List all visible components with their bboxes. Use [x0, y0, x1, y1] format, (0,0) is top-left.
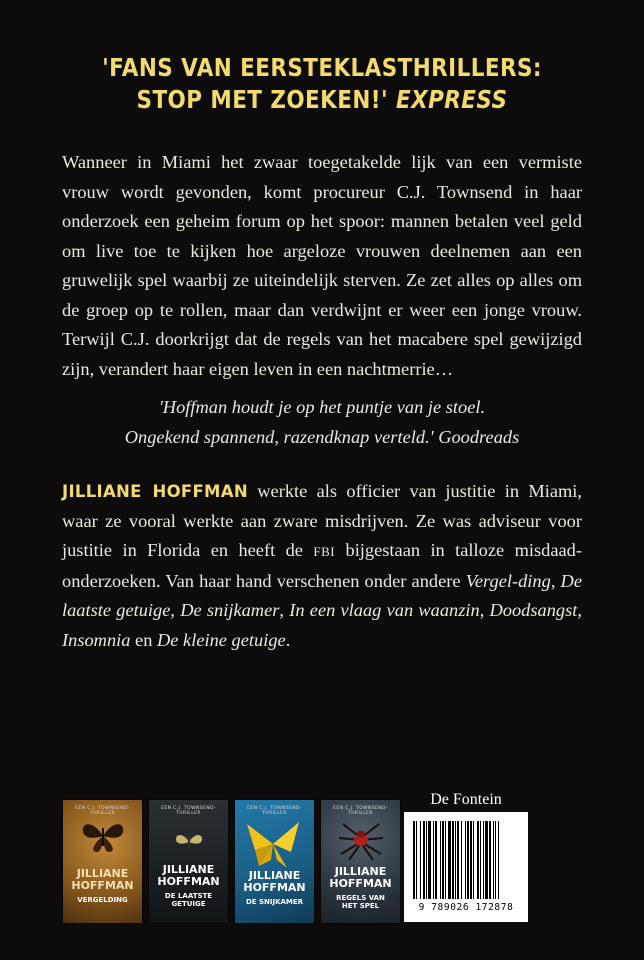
bio-text-3: en — [130, 629, 158, 650]
bio-text-2: bijgestaan in talloze misdaad-onderzoeken. Van haar hand verschenen onder andere — [62, 540, 582, 591]
book-author-last: HOFFMAN — [243, 881, 306, 894]
barcode-icon — [411, 821, 521, 901]
review-quote-line-2-text: Ongekend spannend, razendknap verteld.' — [124, 426, 434, 447]
bio-book-title: Insomnia — [62, 629, 131, 650]
review-quote-line-1: 'Hoffman houdt je op het puntje van je stoel. — [158, 397, 486, 417]
bio-fbi: FBI — [313, 544, 336, 559]
isbn-barcode — [404, 812, 528, 922]
bio-separator: , — [479, 600, 490, 620]
book-title: VERGELDING — [77, 896, 128, 904]
book-author-last: HOFFMAN — [157, 875, 220, 888]
book-cover-de-snijkamer — [235, 800, 314, 923]
tagline-line-2 — [45, 84, 599, 116]
book-series-label: EEN C.J. TOWNSEND-THRILLER — [161, 806, 216, 816]
tagline-source: EXPRESS — [395, 85, 508, 114]
isbn-number: 9 789026 172878 — [418, 902, 514, 913]
tagline-quote — [45, 52, 599, 116]
book-cover-de-laatste-getuige — [149, 800, 228, 923]
book-cover-vergelding — [63, 800, 142, 923]
moth-icon — [173, 830, 205, 854]
review-quote — [0, 393, 644, 452]
book-cover-regels-van-het-spel — [321, 800, 400, 923]
bio-book-title: Vergel-ding — [465, 570, 551, 591]
bio-book-title: Doodsangst — [489, 600, 578, 620]
tagline-line-1: 'FANS VAN EERSTEKLASTHRILLERS: — [102, 53, 542, 82]
book-series-label: EEN C.J. TOWNSEND-THRILLER — [75, 806, 130, 816]
review-quote-line-2 — [0, 423, 644, 453]
book-author-first: JILLIANE — [334, 865, 387, 878]
bio-separator: , — [577, 600, 583, 620]
book-title-line-1: DE LAATSTE — [164, 892, 213, 900]
author-name: JILLIANE HOFFMAN — [62, 482, 248, 501]
paper-butterfly-icon — [241, 814, 305, 874]
bio-separator: , — [170, 600, 181, 620]
bio-text-1: werkte als officier van justitie in Miami, waar ze vooral werkte aan zware misdrijven. Ze was adviseur voor justitie in Florida en heeft de — [62, 481, 582, 560]
bio-book-title: De kleine getuige — [157, 629, 286, 650]
book-title: DE SNIJKAMER — [245, 898, 304, 906]
review-quote-source: Goodreads — [438, 426, 520, 447]
bio-separator: , — [550, 570, 561, 591]
bio-book-title: In een vlaag van waanzin — [289, 600, 480, 620]
book-title-line-2: HET SPEL — [341, 902, 380, 910]
book-title-line-1: REGELS VAN — [336, 894, 385, 902]
bio-text-4: . — [285, 629, 291, 650]
tagline-line-2-text: STOP MET ZOEKEN!' — [136, 85, 389, 114]
book-series-label: EEN C.J. TOWNSEND-THRILLER — [333, 806, 388, 816]
book-author-first: JILLIANE — [248, 869, 301, 882]
book-title-line-2: GETUIGE — [171, 900, 206, 908]
butterfly-icon — [79, 816, 127, 856]
bio-book-title: De laatste getuige — [62, 570, 582, 620]
spider-icon — [333, 816, 389, 862]
author-bio — [62, 477, 582, 655]
book-author-first: JILLIANE — [162, 863, 215, 876]
bio-separator: , — [279, 600, 290, 620]
book-author-last: HOFFMAN — [329, 877, 392, 890]
book-author-last: HOFFMAN — [71, 879, 134, 892]
book-author-first: JILLIANE — [76, 867, 129, 880]
bio-book-title: De snijkamer — [180, 600, 280, 620]
book-series-label: EEN C.J. TOWNSEND-THRILLER — [247, 806, 302, 816]
publisher-name: De Fontein — [430, 791, 502, 808]
synopsis-paragraph: Wanneer in Miami het zwaar toegetakelde lijk van een vermiste vrouw wordt gevonden, komt procureur C.J. Townsend in haar onderzoek een geheim forum op het spoor: mannen betalen veel geld om live toe te kijken hoe argeloze vrouwen deelnemen aan een gruwelijk spel waarbij ze uiteindelijk sterven. Ze zet alles op alles om de groep op te rollen, maar dan verdwijnt er weer een jonge vrouw. Terwijl C.J. doorkrijgt dat de regels van het macabere spel gewijzigd zijn, verandert haar eigen leven in een nachtmerrie… — [62, 152, 582, 379]
